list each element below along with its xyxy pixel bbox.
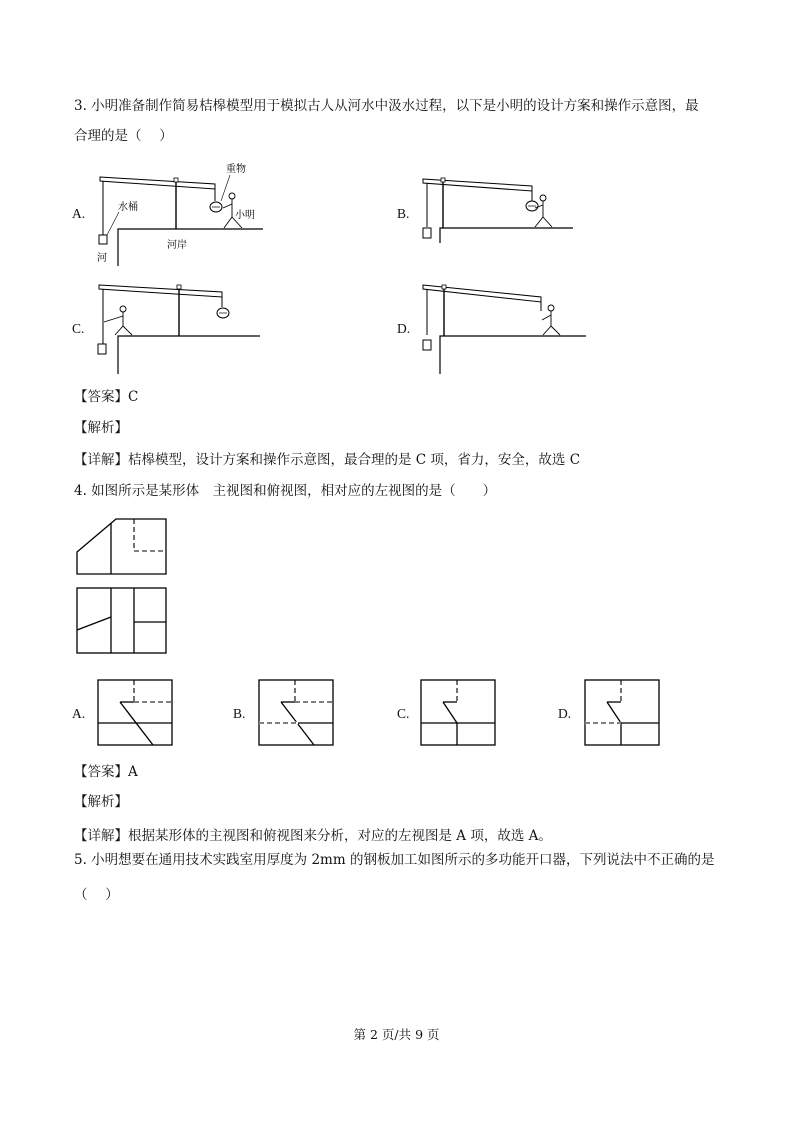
label-river: 河: [97, 253, 107, 264]
q4-option-c-view: [420, 679, 496, 747]
q3-text-line1: 3. 小明准备制作简易桔槔模型用于模拟古人从河水中汲水过程，以下是小明的设计方案和操作示意图，最: [74, 98, 699, 114]
q3-answer: 【答案】C: [74, 389, 139, 405]
q3-option-d-figure: [410, 278, 590, 376]
label-bucket: 水桶: [118, 202, 138, 213]
q5-text-line1: 5. 小明想要在通用技术实践室用厚度为 2mm 的钢板加工如图所示的多功能开口器，下列说法中不正确的是: [74, 852, 715, 868]
q3-option-b-label: B.: [397, 206, 410, 221]
q4-detail: 【详解】根据某形体的主视图和俯视图来分析，对应的左视图是 A 项，故选 A。: [74, 828, 552, 844]
q4-option-b-view: [258, 679, 334, 747]
label-person: 小明: [235, 210, 255, 221]
q3-option-c-label: C.: [72, 321, 85, 336]
q3-option-a-figure: [85, 160, 265, 270]
q5-text-line2: （ ）: [74, 887, 119, 903]
q4-option-b-label: B.: [233, 706, 246, 721]
q4-text-line1: 4. 如图所示是某形体 主视图和俯视图，相对应的左视图的是（ ）: [74, 483, 497, 499]
q3-text-line2: 合理的是（ ）: [74, 128, 173, 144]
q4-option-d-label: D.: [558, 706, 572, 721]
q4-front-view: [76, 518, 168, 576]
label-bank: 河岸: [167, 240, 187, 251]
q4-option-d-view: [584, 679, 660, 747]
q3-detail: 【详解】桔槔模型，设计方案和操作示意图，最合理的是 C 项，省力，安全，故选 C: [74, 452, 581, 468]
q4-option-a-label: A.: [72, 706, 86, 721]
q4-option-c-label: C.: [397, 706, 410, 721]
q4-analysis: 【解析】: [74, 794, 128, 810]
q3-option-a-label: A.: [72, 206, 86, 221]
q4-top-view: [76, 587, 168, 655]
q3-option-d-label: D.: [397, 321, 411, 336]
q4-option-a-view: [97, 679, 173, 747]
q3-option-c-figure: [85, 278, 265, 376]
q3-analysis: 【解析】: [74, 420, 128, 436]
label-weight: 重物: [226, 164, 246, 175]
page-footer: 第 2 页/共 9 页: [353, 1027, 440, 1042]
q3-option-b-figure: [410, 170, 575, 245]
q4-answer: 【答案】A: [74, 764, 138, 780]
